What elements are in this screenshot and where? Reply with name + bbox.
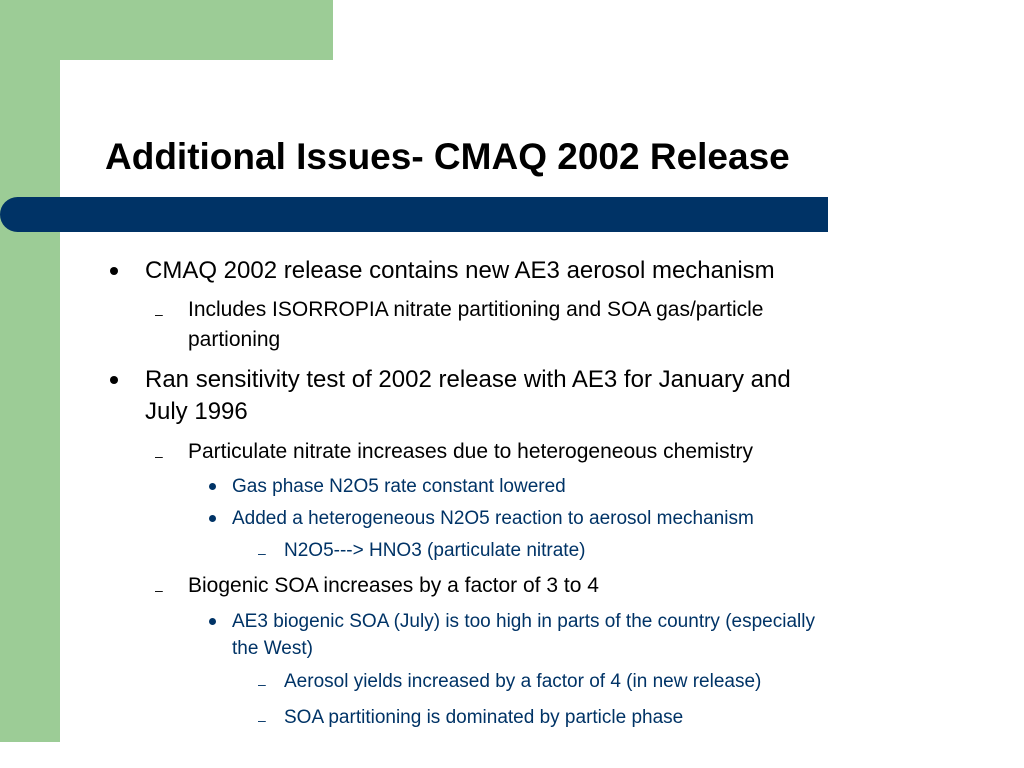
level4-bullet-text: SOA partitioning is dominated by particle phase	[284, 707, 684, 728]
bullet-dot-icon	[110, 267, 118, 275]
sub-sub-bullet-text-cont: the West)	[232, 638, 313, 659]
dash-icon: –	[258, 712, 266, 728]
sub-bullet-text: Biogenic SOA increases by a factor of 3 to 4	[188, 574, 599, 597]
sub-sub-bullet-text: AE3 biogenic SOA (July) is too high in parts of the country (especially	[232, 611, 815, 632]
sub-bullet-text: Particulate nitrate increases due to heterogeneous chemistry	[188, 440, 753, 463]
dash-icon: –	[258, 676, 266, 692]
bullet-dot-icon	[110, 376, 118, 384]
dash-icon: –	[258, 545, 266, 561]
level4-bullet-text: Aerosol yields increased by a factor of 4 (in new release)	[284, 671, 762, 692]
sub-sub-bullet-text: Added a heterogeneous N2O5 reaction to aerosol mechanism	[232, 508, 754, 529]
dash-icon: –	[155, 306, 163, 322]
sub-bullet-text-cont: partioning	[188, 328, 281, 351]
bullet-dot-icon	[209, 483, 216, 490]
slide-title: Additional Issues- CMAQ 2002 Release	[105, 136, 790, 177]
level4-bullet-text: N2O5---> HNO3 (particulate nitrate)	[284, 540, 586, 561]
dash-icon: –	[155, 448, 163, 464]
dash-icon: –	[155, 582, 163, 598]
bullet-dot-icon	[209, 515, 216, 522]
sub-sub-bullet-text: Gas phase N2O5 rate constant lowered	[232, 476, 566, 497]
bullet-text: CMAQ 2002 release contains new AE3 aerosol mechanism	[145, 257, 775, 284]
bullet-dot-icon	[209, 618, 216, 625]
bullet-text: Ran sensitivity test of 2002 release with AE3 for January and	[145, 366, 791, 393]
bullet-text-cont: July 1996	[145, 398, 248, 425]
sub-bullet-text: Includes ISORROPIA nitrate partitioning and SOA gas/particle	[188, 298, 764, 321]
